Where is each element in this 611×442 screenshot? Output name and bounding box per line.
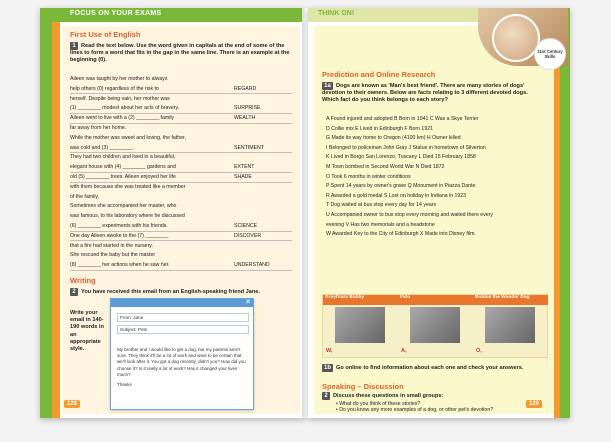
fact-line: K Lived in Borgo San Lorenzo, Tuscany L Died 15 February 1858 xyxy=(326,154,476,161)
dog-photo xyxy=(485,307,535,343)
dog-answer: O, xyxy=(476,348,482,354)
dog-photo xyxy=(410,307,460,343)
exercise-1a-text: Dogs are known as 'Man's best friend'. There are many stories of dogs' devotion to their owners. Below are facts relating to 3 different devoted dogs. Which fact do you think belongs to each story? xyxy=(322,83,528,104)
keyword: SURPRISE xyxy=(234,105,261,112)
subject-value: Pets xyxy=(137,327,148,332)
cloze-line: (1) ________ modest about her acts of bravery. xyxy=(70,105,180,112)
left-header-bar xyxy=(40,8,305,22)
cloze-line: of the family. xyxy=(70,193,100,200)
exercise-2-text: You have received this email from an English-speaking friend Jane. xyxy=(81,289,260,295)
left-header-title: FOCUS ON YOUR EXAMS xyxy=(70,10,162,17)
exercise-1-instruction xyxy=(70,42,292,65)
exercise-number: 1 xyxy=(70,42,78,50)
exercise-2-text: Discuss these questions in small groups: xyxy=(333,393,444,399)
dog-answer: W, xyxy=(326,348,333,354)
open-book xyxy=(40,8,578,433)
cloze-line: that a fire had started in the nursery. xyxy=(70,242,153,249)
cloze-line: (6) ________ experiments with his friends. xyxy=(70,223,168,229)
keyword: REGARD xyxy=(234,85,257,92)
dog-name: Greyfriars Bobby xyxy=(323,295,398,305)
dog-column xyxy=(398,295,473,357)
cloze-line: with them because she was treated like a member xyxy=(70,183,186,190)
right-orange-stripe xyxy=(554,22,560,418)
writing-task-note: Write your email in 140-190 words in an appropriate style. xyxy=(70,310,104,353)
fact-line: D Collie mix E Lived in Edinburgh F Born 1921 xyxy=(326,125,433,132)
fact-line: O Took 6 months in winter conditions xyxy=(326,173,411,180)
fact-line: R Awarded a gold medal S Lost on holiday in Indiana in 1923 xyxy=(326,192,467,199)
discussion-question: • What do you think of these stories? xyxy=(336,401,421,407)
line-divider xyxy=(70,93,292,94)
email-body-text: My brother and I would like to get a dog, but my parents aren't sure. They think it'll be a lot of work and want to be certain that we'll look after it. You got a dog recently, didn't you? How did you choose it? Is it really a lot of work? Has it changed your lives much? xyxy=(117,347,246,377)
keyword: EXTENT xyxy=(234,164,255,171)
dog-column xyxy=(323,295,398,357)
right-header-title: THINK ON! xyxy=(318,10,355,17)
right-page xyxy=(308,8,570,418)
section-title-use-of-english: First Use of English xyxy=(70,30,141,39)
email-body xyxy=(117,347,247,388)
exercise-1b-text: Go online to find information about each one and check your answers. xyxy=(336,365,524,371)
badge-text: 21st Century Skills xyxy=(537,49,563,59)
page-number-right: 129 xyxy=(526,400,542,408)
fact-line: W Awarded Key to the City of Edinburgh X Made into Disney film. xyxy=(326,231,476,238)
from-value: Jane xyxy=(133,315,144,320)
dog-column xyxy=(473,295,548,357)
exercise-number: 2 xyxy=(322,392,330,400)
line-divider xyxy=(70,182,292,183)
exercise-number: 2 xyxy=(70,288,78,296)
email-titlebar xyxy=(111,299,253,307)
dog-photo xyxy=(335,307,385,343)
dogs-table xyxy=(322,294,548,358)
discussion-question: • Do you know any more examples of a dog, or other pet's devotion? xyxy=(336,407,494,413)
email-subject-field xyxy=(117,325,249,334)
cloze-line: was cold and (3) ________. xyxy=(70,144,135,151)
exercise-number: 1b xyxy=(323,365,331,371)
exercise-1a-instruction xyxy=(322,82,546,105)
exercise-1-text: Read the text below. Use the word given in capitals at the end of some of the lines to form a word that fits in the gap in the same line. There is an example at the beginning (0). xyxy=(70,43,290,64)
fact-line: evening V Has two memorials and a headstone xyxy=(326,221,435,228)
cloze-line: While the mother was sweet and loving, the father, xyxy=(70,134,186,141)
line-divider xyxy=(70,123,292,124)
dog-answer: A, xyxy=(401,348,407,354)
people-photo xyxy=(492,14,540,62)
cloze-line: elegant house with (4) ________ gardens and xyxy=(70,164,176,171)
section-title-speaking: Speaking – Discussion xyxy=(322,382,404,391)
fact-line: A Found injured and adopted B Born in 1941 C Was a Skye Terrier xyxy=(326,116,479,122)
cloze-line: herself. Despite being vain, her mother was xyxy=(70,95,170,102)
keyword: SENTIMENT xyxy=(234,144,264,151)
keyword: DISCOVER xyxy=(234,232,262,239)
skills-badge xyxy=(534,38,566,70)
from-label: From: xyxy=(120,315,132,320)
line-divider xyxy=(70,270,292,271)
cloze-line: Aileen went to live with a (2) ________ family xyxy=(70,115,175,122)
line-divider xyxy=(70,172,292,173)
cloze-line: far away from her home. xyxy=(70,125,127,131)
question-text: Do you know any more examples of a dog, or other pet's devotion? xyxy=(339,407,494,413)
cloze-line: They had two children and lived in a beautiful, xyxy=(70,154,176,161)
section-title-prediction: Prediction and Online Research xyxy=(322,70,436,79)
keyword: UNDERSTAND xyxy=(234,262,270,269)
right-edge-stripe xyxy=(560,8,570,418)
fact-line: U Accompanied owner to bus stop every morning and waited there every xyxy=(326,212,493,218)
line-divider xyxy=(70,240,292,241)
fact-line: I Belonged to policeman John Gray J Statue in hometown of Silverton xyxy=(326,144,486,151)
fact-line: T Dog waited at bus stop every day for 14 years xyxy=(326,202,437,209)
close-icon[interactable]: ✕ xyxy=(245,299,251,306)
section-title-writing: Writing xyxy=(70,276,96,285)
cloze-line: Sometimes she accompanied her master, who xyxy=(70,203,177,210)
left-orange-stripe xyxy=(52,22,60,418)
fact-line: G Made its way home to Oregon (4100 km) H Owner killed xyxy=(326,135,461,142)
left-edge-stripe xyxy=(40,8,52,418)
keyword: SHADE xyxy=(234,174,252,180)
cloze-line: help others (0) regardless of the risk to xyxy=(70,85,159,92)
cloze-line: old (5) ________ trees. Aileen enjoyed her life xyxy=(70,174,176,180)
exercise-2-instruction xyxy=(322,392,546,400)
keyword: WEALTH xyxy=(234,115,256,122)
subject-label: Subject: xyxy=(120,327,137,332)
line-divider xyxy=(70,152,292,153)
question-text: What do you think of these stories? xyxy=(339,401,421,407)
exercise-1b-instruction xyxy=(322,364,546,372)
cloze-line: (8) ________ her actions when he saw her. xyxy=(70,262,170,269)
email-signoff: Thanks xyxy=(117,382,132,388)
exercise-number: 1a xyxy=(322,82,333,90)
page-number-left: 128 xyxy=(64,400,80,408)
exercise-2-instruction xyxy=(70,288,290,296)
left-page xyxy=(40,8,305,418)
line-divider xyxy=(70,231,292,232)
line-divider xyxy=(70,113,292,114)
fact-line: P Spent 14 years by owner's grave Q Monument in Piazza Dante xyxy=(326,183,476,190)
dog-name: Fido xyxy=(398,295,473,305)
dog-name: Bobbie the Wonder Dog xyxy=(473,295,548,305)
cloze-line: She rescued the baby but the master xyxy=(70,252,156,259)
email-window xyxy=(110,298,254,410)
right-content-panel xyxy=(314,26,554,414)
cloze-line: was famous, to his laboratory where he discussed xyxy=(70,213,185,220)
cloze-line: Aileen was taught by her mother to always xyxy=(70,76,168,82)
cloze-line: One day Aileen awoke to the (7) ________ xyxy=(70,232,169,239)
fact-line: M Town bombed in Second World War N Died 1872 xyxy=(326,164,445,170)
email-from-field xyxy=(117,313,249,322)
keyword: SCIENCE xyxy=(234,223,258,229)
